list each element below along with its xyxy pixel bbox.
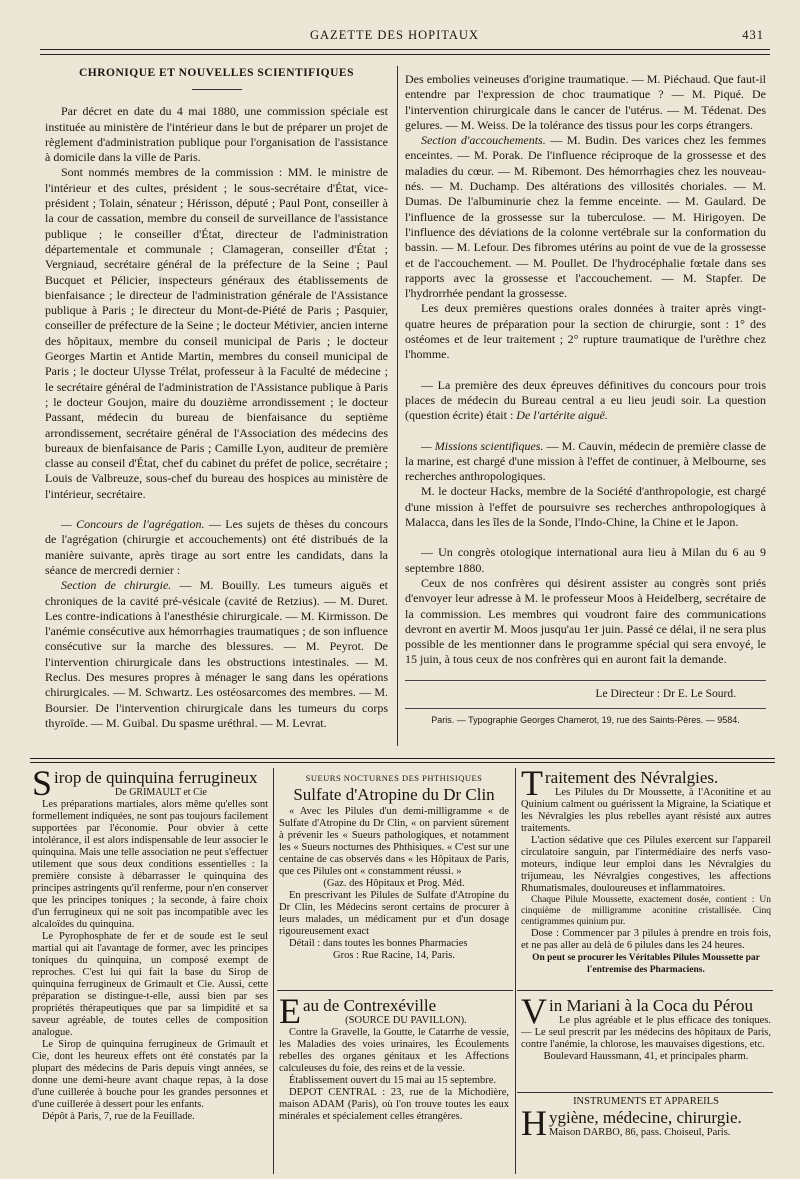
ad-atropine xyxy=(279,772,509,988)
ad-rule xyxy=(517,990,773,991)
imprint: Paris. — Typographie Georges Chamerot, 19, rue des Saints-Pères. — 9584. xyxy=(431,714,740,725)
ad-title-text: ygiène, médecine, chirurgie. xyxy=(549,1108,742,1127)
paragraph-text: — La première des deux épreuves définitives du concours pour trois places de médecin du Bureau central a eu lieu jeudi soir. La question (question écrite) était : xyxy=(405,377,766,423)
ad-title-text: au de Contrexéville xyxy=(303,996,437,1015)
ad-detail: Détail : dans toutes les bonnes Pharmacies xyxy=(289,938,468,949)
director-signature: Le Directeur : Dr E. Le Sourd. xyxy=(595,687,736,700)
paragraph-lead: — Concours de l'agrégation. xyxy=(61,517,205,532)
paragraph xyxy=(405,133,766,301)
ads-separator xyxy=(30,762,775,763)
paragraph: Les deux premières questions orales données à traiter après vingt-quatre heures de préparation pour la section de chirurgie, sont : 1° des ostéomes et de leur traitement ; 2° rupture traumatique de l'urèthre chez l'homme. xyxy=(405,301,766,362)
gazette-title: GAZETTE DES HOPITAUX xyxy=(310,28,479,42)
right-column xyxy=(405,72,766,728)
ad-paragraph: En prescrivant les Pilules de Sulfate d'Atropine du Dr Clin, les Médecins seront certains de procurer à leurs malades, un médicament pur et d'un dosage rigoureusement exact xyxy=(279,890,509,937)
ad-mariani xyxy=(521,996,771,1090)
imprint-rule xyxy=(405,708,766,709)
ad-contrexeville xyxy=(279,996,509,1174)
ad-paragraph: Contre la Gravelle, la Goutte, le Catarrhe de vessie, les Maladies des voies urinaires, les Écoulements rebelles des organes génitaux et les Affections calculeuses du foie, des reins et de la vessie. xyxy=(279,1027,509,1074)
ad-title-text: raitement des Névralgies. xyxy=(545,768,719,787)
paragraph: Par décret en date du 4 mai 1880, une commission spéciale est instituée au ministère de l'intérieur dans le but de préparer un projet de règlement d'administration publique pour l'organisation de l'assistance à domicile dans la ville de Paris. xyxy=(45,104,388,165)
ad-subtitle: (SOURCE DU PAVILLON). xyxy=(345,1015,467,1026)
paragraph xyxy=(405,439,766,485)
ad-paragraph: Les préparations martiales, alors même qu'elles sont formellement indiquées, ne sont pas toujours facilement supportées par l'économie. Pour obvier à cette intolérance, il est alors indispensable de leur associer le quinquina. Mais une telle association ne peut s'effectuer utilement que sous deux conditions essentielles : la première consiste à débarrasser le quinquina des principes astringents qu'il renferme, pour n'en conserver que les principes toniques ; la seconde, à faire choix d'un ferrugineux qui ne soit pas incompatible avec les alcaloïdes du quinquina. xyxy=(32,799,268,930)
paragraph: Sont nommés membres de la commission : MM. le ministre de l'intérieur et des cultes, président ; le sous-secrétaire d'État, vice-président ; Tolain, sénateur ; Hérisson, député ; Paul Pont, conseiller à la cour de cassation, membre du conseil de surveillance de l'assistance publique ; le conseiller d'État, directeur de l'administration départementale et communale ; Clamageran, conseiller d'État ; Vergniaud, secrétaire général de la préfecture de la Seine ; Paul Bucquet et Pélicier, inspecteurs généraux des établissements de bienfaisance ; le directeur de l'administration générale de l'Assistance publique à Paris ; le directeur du Mont-de-Piété de Paris ; Pasquier, conseiller de préfecture de la Seine ; le docteur Métivier, ancien interne des hôpitaux, membre du conseil municipal de Paris ; le docteur Georges Martin et Antide Martin, membres du conseil municipal de Paris ; le docteur Ulysse Trélat, professeur à la Faculté de médecine ; le secrétaire général de l'administration de l'Assistance publique à Paris ; le docteur Goujon, maire du douzième arrondissement ; le docteur Passant, médecin du bureau de bienfaisance du septième arrondissement, secrétaire général de l'Association des médecins des bureaux de bienfaisance de Paris ; Camille Lyon, auditeur de première classe au conseil d'État, chef du cabinet du préfet de police, secrétaire ; Louis de Valbreuze, sous-chef du bureau des hospices au ministère de l'intérieur, secrétaire. xyxy=(45,165,388,501)
drop-cap: H xyxy=(521,1103,547,1143)
ad-paragraph: Chaque Pilule Moussette, exactement dosée, contient : Un cinquième de milligramme aconitine cristallisée. Cinq centigrammes quinium pur. xyxy=(521,895,771,927)
ad-paragraph: Dose : Commencer par 3 pilules à prendre en trois fois, et ne pas aller au delà de 6 pilules dans les 24 heures. xyxy=(521,928,771,951)
ad-kicker: INSTRUMENTS ET APPAREILS xyxy=(573,1096,719,1107)
ad-paragraph: Les Pilules du Dr Moussette, à l'Aconitine et au Quinium calment ou guérissent la Migraine, la Sciatique et les Névralgies les plus rebelles ayant résisté aux autres traitements. xyxy=(521,787,771,834)
paragraph-lead: Section de chirurgie. xyxy=(61,578,172,593)
ad-paragraph: Établissement ouvert du 15 mai au 15 septembre. xyxy=(289,1075,497,1086)
ad-paragraph: L'action sédative que ces Pilules exercent sur l'appareil circulatoire sanguin, par l'intermédiaire des nerfs vaso-moteurs, indique leur emploi dans les Névralgies du trijumeau, les Névralgies congestives, les affections Rhumatismales, douloureuses et inflammatoires. xyxy=(521,835,771,894)
ad-paragraph: « Avec les Pilules d'un demi-milligramme « de Sulfate d'Atropine du Dr Clin, « on parvient sûrement à prévenir les « Sueurs pathologiques, et notamment les « Sueurs nocturnes des Phthisiques. « C'est sur une centaine de cas observés dans « les Hôpitaux de Paris, que ces Pilules ont « constamment réussi. » xyxy=(279,806,509,877)
ad-title: Sulfate d'Atropine du Dr Clin xyxy=(293,785,495,804)
paragraph: — Un congrès otologique international aura lieu à Milan du 6 au 9 septembre 1880. xyxy=(405,545,766,575)
drop-cap: V xyxy=(521,996,547,1031)
ad-divider xyxy=(515,768,516,1174)
page-number: 431 xyxy=(742,28,764,42)
ad-quinquina xyxy=(32,768,268,1176)
paragraph: Des embolies veineuses d'origine traumatique. — M. Piéchaud. Que faut-il entendre par l'expression de choc traumatique ? — M. Piqué. De l'intervention chirurgicale dans le cancer de l'utérus. — M. Tédenat. Des gelures. — M. Weiss. De la tolérance des tissus pour les corps étrangers. xyxy=(405,72,766,132)
header-rule xyxy=(40,54,770,55)
drop-cap: T xyxy=(521,768,543,803)
paragraph-italic: De l'artérite aiguë. xyxy=(516,408,608,423)
column-divider xyxy=(397,66,398,746)
ad-paragraph: Le Sirop de quinquina ferrugineux de Grimault et Cie, dont les heureux effets ont été constatés par la plupart des médecins de Paris depuis vingt années, se donne une demi-heure avant chaque repas, à la dose d'une cuillerée à bouche pour les grandes personnes et d'une cuillerée à dessert pour les enfants. xyxy=(32,1039,268,1110)
ads-separator xyxy=(30,758,775,759)
ad-rule xyxy=(517,1092,773,1093)
left-column xyxy=(45,66,388,731)
section-title: CHRONIQUE ET NOUVELLES SCIENTIFIQUES xyxy=(78,67,354,79)
paragraph-text: — Les sujets de thèses du concours de l'agrégation (chirurgie et accouchements) ont été distribués de la manière suivante, après tirage au sort entre les candidats, dans la séance de mercredi dernier : xyxy=(45,517,388,577)
ad-source: (Gaz. des Hôpitaux et Prog. Méd. xyxy=(323,878,465,889)
ad-rule xyxy=(277,990,513,991)
ad-title-text: irop de quinquina ferrugineux xyxy=(54,768,258,787)
ad-kicker: SUEURS NOCTURNES DES PHTHISIQUES xyxy=(305,773,483,783)
ad-title xyxy=(521,768,771,803)
ad-nevralgies xyxy=(521,768,771,986)
ad-paragraph: DEPOT CENTRAL : 23, rue de la Michodière, maison ADAM (Paris), où l'on trouve toutes les eaux minérales et spécialement celles étrangères. xyxy=(279,1087,509,1122)
drop-cap: E xyxy=(279,996,301,1031)
ad-paragraph: Boulevard Haussmann, 41, et principales pharm. xyxy=(543,1051,749,1062)
paragraph xyxy=(45,517,388,578)
signature-rule xyxy=(405,680,766,681)
drop-cap: S xyxy=(32,768,53,803)
ad-paragraph: On peut se procurer les Véritables Pilules Moussette par l'entremise des Pharmaciens. xyxy=(532,953,760,975)
ad-hygiene xyxy=(521,1096,771,1174)
ad-title xyxy=(521,996,771,1031)
paragraph-lead: Section d'accouchements. xyxy=(421,133,546,148)
paragraph-text: — M. Budin. Des varices chez les femmes enceintes. — M. Porak. De l'influence réciproque de la grossesse et des maladies du cœur. — M. Ribemont. Des hémorrhagies chez les nouveau-nés. — M. Duchamp. Des altérations des villosités choriales. — M. Dumas. De l'albuminurie chez la femme enceinte. — M. Gaulard. De l'influence de la grossesse sur la tuberculose. — M. Hirigoyen. De l'influence des déviations de la colonne vertébrale sur la conformation du bassin. — M. Lefour. Des fibromes utérins au point de vue de la grossesse et de l'accouchement. — M. Poullet. De l'hydrocéphalie fœtale dans ses rapports avec la grossesse et l'accouchement. — M. Stapfer. De l'hydrorrhée pendant la grossesse. xyxy=(405,133,766,301)
ad-paragraph: Maison DARBO, 86, pass. Choiseul, Paris. xyxy=(549,1127,731,1138)
ad-paragraph: Le Pyrophosphate de fer et de soude est le seul martial qui ait l'avantage de former, avec les principes toniques du quinquina, un composé exempt de reproches. C'est lui qui fait la base du Sirop de quinquina ferrugineux de Grimault et Cie. Aussi, cette préparation se distingue-t-elle, aussi bien par ses propriétés thérapeutiques que par sa limpidité et sa saveur agréable, de toutes celles de composition analogue. xyxy=(32,931,268,1038)
ad-maker: De GRIMAULT et Cie xyxy=(115,787,207,798)
ad-gros: Gros : Rue Racine, 14, Paris. xyxy=(333,950,455,961)
paragraph xyxy=(45,578,388,731)
paragraph: Ceux de nos confrères qui désirent assister au congrès sont priés d'envoyer leur adresse à M. le professeur Moos à Heidelberg, secrétaire de la commission. Les membres qui voudront faire des communications devront en avertir M. Moos jusqu'au 1er juin. Passé ce délai, il ne sera plus possible de les mentionner dans le programme spécial qui sera envoyé, le 15 juin, à tous ceux de nos confrères qui en auront fait la demande. xyxy=(405,575,766,667)
header-rule xyxy=(40,49,770,50)
ad-depot: Dépôt à Paris, 7, rue de la Feuillade. xyxy=(42,1111,195,1122)
ad-divider xyxy=(273,768,274,1174)
paragraph: M. le docteur Hacks, membre de la Société d'anthropologie, est chargé d'une mission à l'effet de poursuivre ses recherches anthropologiques à Malacca, dans les îles de la Sonde, l'Indo-Chine, la Chine et le Japon. xyxy=(405,484,766,530)
paragraph-text: — M. Cauvin, médecin de première classe de la marine, est chargé d'une mission à l'effet de continuer, à Melbourne, ses recherches anthropologiques. xyxy=(405,438,766,484)
page-header xyxy=(40,28,770,46)
ad-title-text: in Mariani à la Coca du Pérou xyxy=(549,996,753,1015)
paragraph xyxy=(405,378,766,424)
title-rule xyxy=(192,89,242,90)
ad-paragraph: Le plus agréable et le plus efficace des toniques. — Le seul prescrit par les médecins des hôpitaux de Paris, contre l'anémie, la chlorose, les mauvaises digestions, etc. xyxy=(521,1015,771,1050)
paragraph-text: — M. Bouilly. Les tumeurs aiguës et chroniques de la cavité pré-vésicale (cavité de Retzius). — M. Duret. Les contre-indications à l'anesthésie chirurgicale. — M. Kirmisson. De l'anémie consécutive aux hémorrhagies traumatiques ; de son influence consécutive sur la marche des blessures. — M. Peyrot. De l'intervention chirurgicale dans les obstructions intestinales. — M. Reclus. Des mesures propres à ménager le sang dans les opérations chirurgicales. — M. Schwartz. Les ostéosarcomes des membres. — M. Boursier. De l'intervention chirurgicale dans les tumeurs du corps thyroïde. — M. Guibal. Du spasme uréthral. — M. Levrat. xyxy=(45,578,388,730)
paragraph-lead: — Missions scientifiques. xyxy=(421,438,544,453)
